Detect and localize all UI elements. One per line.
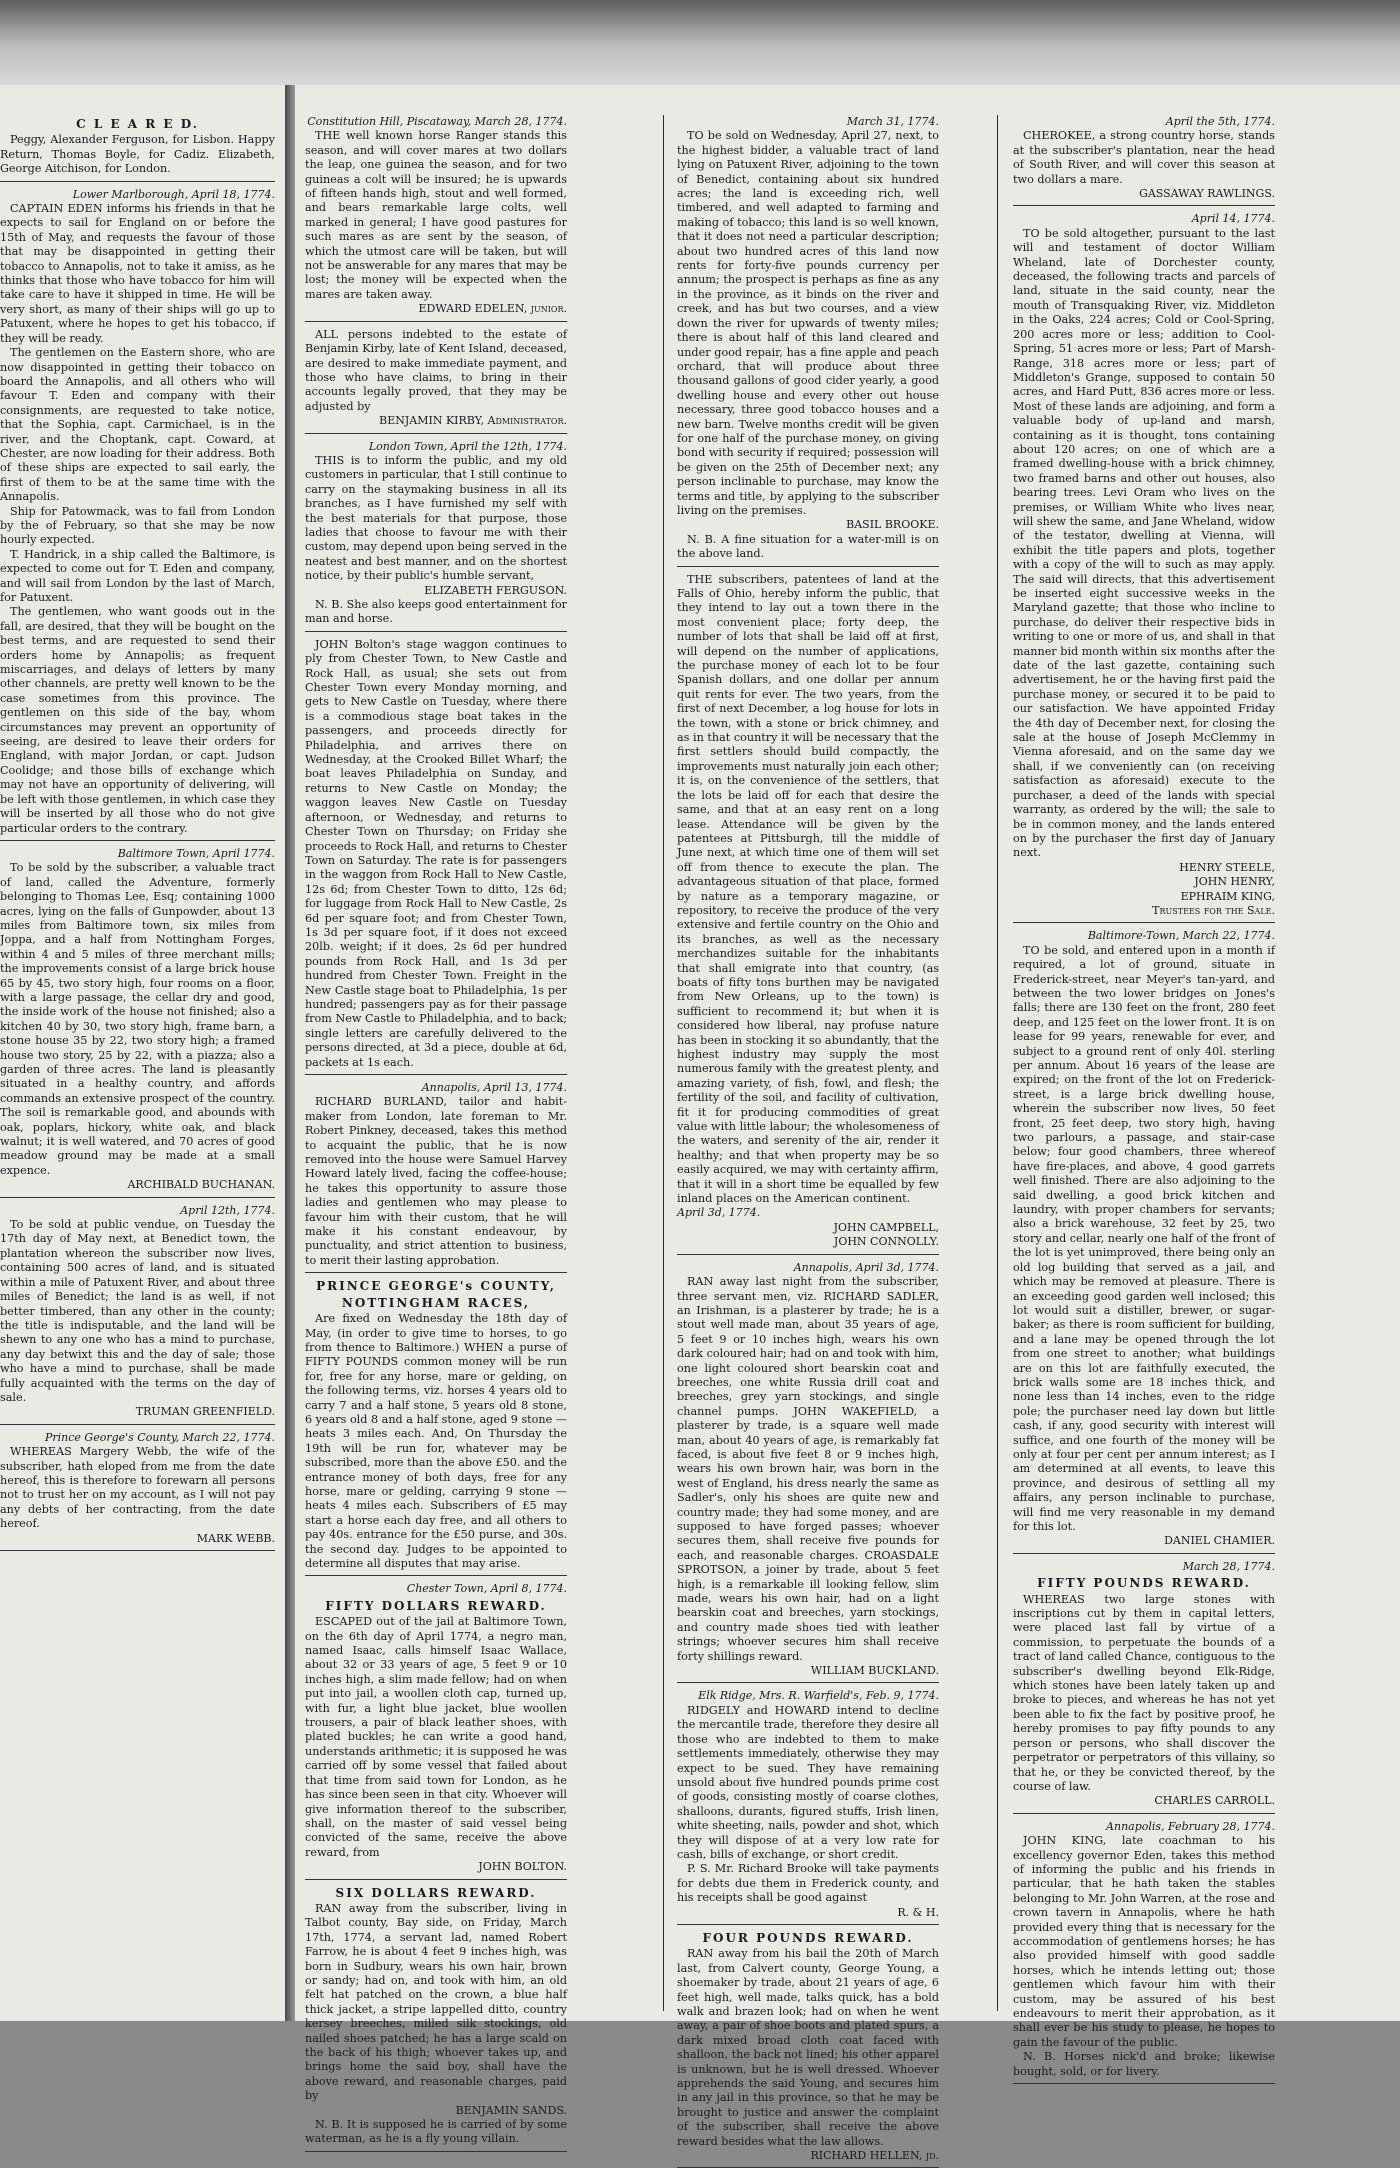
signature: JOHN CONNOLLY. xyxy=(833,1235,939,1249)
column-rule xyxy=(663,115,664,2011)
signature: BENJAMIN SANDS. xyxy=(455,2103,567,2117)
trustees-note: Trustees for the Sale. xyxy=(1152,903,1275,917)
signature: GASSAWAY RAWLINGS. xyxy=(1139,187,1275,201)
advertisement: THE subscribers, patentees of land at the Falls of Ohio, hereby inform the public, that they intend to lay out a town there in the most convenient place; forty deep, the number of lots that shall be laid off at first, will depend on the number of applications, the purchase money of each lot to be four Spanish dollars, and one dollar per annum quit rents for ever. The two years, from the first of next December, a log house for lots in the town, with a stone or brick chimney, and as in that country it will be necessary that the first settlers should build compactly, the improvements must naturally join each other; it is, on the convenience of the settlers, that the lots be laid off for each that desire the same, and that at an easy rent on a long lease. Attendance will be given by the patentees at Pittsburgh, till the middle of June next, at which time one of them will set off from thence to execute the plan. The advantageous situation of that place, formed by nature as a temporary magazine, or repository, to receive the produce of the very extensive and fertile country on the Ohio and its branches, as well as the necessary merchandizes suitable for the inhabitants that shall emigrate into that country, (as boats of fifty tons burthen may be navigated from New Orleans, up to the town) is sufficient to recommend it; but when it is considered how liberal, nay profuse nature has been in stocking it so abundantly, that the highest industry may supply the most numerous family with the greatest plenty, and amazing variety, of fish, fowl, and flesh; the fertility of the soil, and facility of cultivation, fit it for producing commodities of great value with little labour; the wholesomeness of the waters, and serenity of the air, render it healthy; and that when property may be so easily acquired, we may with certainty affirm, that it will in a short time be equalled by few inland places on the American continent. April 3d, 1774. JOHN CAMPBELL, JOHN CONNOLLY. xyxy=(677,573,939,1255)
column-3 xyxy=(1013,115,1276,2078)
advertisement: London Town, April the 12th, 1774. THIS is to inform the public, and my old customers in particular, that I still continue to carry on the staymaking business in all its branches, as I have furnished my self with the best materials for that purpose, those ladies that choose to favour me with their custom, may depend upon being served in the neatest and best manner, and on the shortest notice, by their public's humble servant, ELIZABETH FERGUSON. N. B. She also keeps good entertainment for man and horse. xyxy=(305,440,567,632)
advertisement: PRINCE GEORGE's COUNTY, NOTTINGHAM RACES, Are fixed on Wednesday the 18th day of May, (in order to give time to horses, to go from thence to Baltimore.) WHEN a purse of FIFTY POUNDS common money will be run for, free for any horse, mare or gelding, on the following terms, viz. horses 4 years old to carry 7 and a half stone, 5 years old 8 stone, 6 years old 8 and a half stone, aged 9 stone — heats 3 miles each. And, On Thursday the 19th will be run for, whatever may be subscribed, more than the above £50. and the entrance money of both days, free for any horse, mare or gelding, carrying 9 stone — heats 4 miles each. Subscribers of £5 may start a horse each day free, and all others to pay 40s. entrance for the £50 purse, and 30s. the second day. Judges to be appointed to determine all disputes that may arise. xyxy=(305,1279,567,1576)
left-column xyxy=(0,115,275,2011)
signature: RICHARD HELLEN, jd. xyxy=(810,2149,939,2163)
advertisement: April the 5th, 1774. CHEROKEE, a strong country horse, stands at the subscriber's plantation, near the head of South River, and will cover this season at two dollars a mare. GASSAWAY RAWLINGS. xyxy=(1013,115,1275,206)
advertisement: Annapolis, April 13, 1774. RICHARD BURLAND, tailor and habit-maker from London, late foreman to Mr. Robert Pinkney, deceased, takes this method to acquaint the public, that he is now removed into the house were Samuel Harvey Howard lately lived, facing the coffee-house; he takes this opportunity to assure those ladies and gentlemen who may please to favour him with their custom, that he will make it his constant endeavour, by punctuality, and strict attention to business, to merit their lasting approbation. xyxy=(305,1081,567,1273)
column-1 xyxy=(305,115,567,2146)
advertisement: Chester Town, April 8, 1774. FIFTY DOLLARS REWARD. ESCAPED out of the jail at Baltimore Town, on the 6th day of April 1774, a negro man, named Isaac, calls himself Isaac Wallace, about 32 or 33 years of age, 5 feet 9 or 10 inches high, a slim made fellow; had on when put into jail, a woollen cloth cap, turned up, with fur, a light blue jacket, blue woollen trousers, a pair of black leather shoes, with plated buckles; he can write a good hand, understands arithmetic; it is supposed he was carried off by some vessel that failed about that time from said town for London, as he has since been seen in that city. Whoever will give information thereof to the subscriber, shall, on the master of said vessel being convicted of the same, receive the above reward, from JOHN BOLTON. xyxy=(305,1582,567,1879)
advertisement: Constitution Hill, Piscataway, March 28, 1774. THE well known horse Ranger stands this season, and will cover mares at two dollars the leap, one guinea the season, and for two guineas a colt will be insured; he is upwards of fifteen hands high, stout and well formed, and bears remarkable large colts, well marked in general; I have good pastures for such mares as are sent by the season, of which the utmost care will be taken, but will not be answerable for any mares that may be lost; the money will be expected when the mares are taken away. EDWARD EDELEN, junior. xyxy=(305,115,567,322)
signature: EDWARD EDELEN, junior. xyxy=(418,302,567,316)
advertisement: Annapolis, February 28, 1774. JOHN KING, late coachman to his excellency governor Eden, takes this method of informing the public and his friends in particular, that he hath taken the stables belonging to Mr. John Warren, at the rose and crown tavern in Annapolis, where he hath provided every thing that is necessary for the accommodation of gentlemens horses; he has also provided himself with good saddle horses, which he intends letting out; those gentlemen which favour him with their custom, may be assured of his best endeavours to merit their approbation, as it shall ever be his study to please, he hopes to gain the favour of the public. N. B. Horses nick'd and broke; likewise bought, sold, or for livery. xyxy=(1013,1820,1275,2084)
signature: JOHN BOLTON. xyxy=(478,1860,567,1874)
column-2 xyxy=(677,115,939,2163)
signature: CHARLES CARROLL. xyxy=(1154,1794,1275,1808)
signature: JOHN HENRY, xyxy=(1194,875,1275,889)
signature: BENJAMIN KIRBY, Administrator. xyxy=(379,414,567,428)
advertisement: March 31, 1774. TO be sold on Wednesday, April 27, next, to the highest bidder, a valuable tract of land lying on Patuxent River, adjoining to the town of Benedict, containing about six hundred acres; the land is exceeding rich, well timbered, and well adapted to farming and making of tobacco; this land is so well known, that it does not need a particular description; about two hundred acres of this land now rents for forty-five pounds currency per annum; the prospect is perhaps as fine as any in the province, as it binds on the river and creek, and has but two courses, and a view down the river for upwards of twenty miles; there is about half of this land cleared and under good repair, has a fine apple and peach orchard, that will produce about three thousand gallons of good cider yearly, a good dwelling house and every other out house necessary, three good tobacco houses and a new barn. Twelve months credit will be given for one half of the purchase money, on giving bond with security if required; possession will be given on the 25th of December next; any person inclinable to purchase, may know the terms and title, by applying to the subscriber living on the premises. BASIL BROOKE. N. B. A fine situation for a water-mill is on the above land. xyxy=(677,115,939,567)
advertisement: Annapolis, April 3d, 1774. RAN away last night from the subscriber, three servant men, viz. RICHARD SADLER, an Irishman, is a plasterer by trade; he is a stout well made man, about 35 years of age, 5 feet 9 or 10 inches high, wears his own dark coloured hair; had on and took with him, one light coloured short bearskin coat and breeches, one white Russia drill coat and breeches, grey yarn stockings, and single channel pumps. JOHN WAKEFIELD, a plasterer by trade, is a square well made man, about 40 years of age, is remarkably fat faced, is about five feet 8 or 9 inches high, wears his own brown hair, was born in the west of England, his dress nearly the same as Sadler's, only his shoes are quite new and country made; they had some money, and are supposed to have forged passes; whoever secures them, shall receive five pounds for each, and reasonable charges. CROASDALE SPROTSON, a joiner by trade, about 5 feet high, is a remarkable ill looking fellow, slim made, wears his own hair, had on a light bearskin coat and breeches, yarn stockings, and country made shoes tied with leather strings; whoever secures him shall receive forty shillings reward. WILLIAM BUCKLAND. xyxy=(677,1261,939,1684)
main-page xyxy=(295,85,1400,2163)
signature: HENRY STEELE, xyxy=(1179,860,1275,874)
advertisement: JOHN Bolton's stage waggon continues to ply from Chester Town, to New Castle and Rock Hall, as usual; she sets out from Chester Town every Monday morning, and gets to New Castle on Tuesday, where there is a commodious stage boat takes in the passengers, and proceeds directly for Philadelphia, and arrives there on Wednesday, at the Crooked Billet Wharf; the boat leaves Philadelphia on Sunday, and returns to New Castle on Monday; the waggon leaves New Castle on Tuesday afternoon, or Wednesday, and returns to Chester Town on Thursday; on Friday she proceeds to Rock Hall, and returns to Chester Town on Saturday. The rate is for passengers in the waggon from Rock Hall to New Castle, 12s 6d; from Chester Town to ditto, 12s 6d; for luggage from Rock Hall to New Castle, 2s 6d per square foot; and from Chester Town, 1s 3d per square foot, if it does not exceed 20lb. weight; if it does, 2s 6d per hundred pounds from Rock Hall, and 1s 3d per hundred from Chester Town. Freight in the New Castle stage boat to Philadelphia, 1s per hundred; passengers pay as for their passage from New Castle to Philadelphia, and to back; single letters are carefully delivered to the persons directed, at 3d a piece, double at 6d, packets at 1s each. xyxy=(305,638,567,1075)
column-rule xyxy=(997,115,998,2011)
scanner-background-strip xyxy=(0,0,1400,85)
advertisement: April 14, 1774. TO be sold altogether, pursuant to the last will and testament of doctor William Wheland, late of Dorchester county, deceased, the following tracts and parcels of land, situate in the said county, near the mouth of Transquaking River, viz. Middleton in the Oaks, 224 acres; Cold or Cool-Spring, 200 acres more or less; addition to Cool-Spring, 51 acres more or less; Part of Marsh-Range, 318 acres more or less; part of Middleton's Grange, supposed to contain 50 acres, and Hard Putt, 836 acres more or less. Most of these lands are adjoining, and form a valuable body of up-land and marsh, containing as it is thought, tons containing about 120 acres; on one of which are a framed dwelling-house with a brick chimney, two framed barns and other out houses, also bearing trees. Levi Oram who lives on the premises, or William White who lives near, will shew the same, and Jane Wheland, widow of the testator, dwelling at Vienna, will exhibit the title papers and plots, together with a copy of the will to such as may apply. The said will directs, that this advertisement be inserted eight successive weeks in the Maryland gazette; that those who incline to purchase, do deliver their respective bids in writing to one or more of us, and shall in that manner bid month within six months after the date of the last gazette, containing such advertisement, he or the having first paid the purchase money, or secured it to be paid to our satisfaction. We have appointed Friday the 4th day of December next, for closing the sale at the house of Joseph McClemmy in Vienna aforesaid, and on the same day we shall, if we conveniently can (on receiving satisfaction as aforesaid) execute to the purchaser, a deed of the lands with special warranty, as ordered by the will; the sale to be in common money, and the lands entered on by the purchaser the first day of January next. HENRY STEELE, JOHN HENRY, EPHRAIM KING, Trustees for the Sale. xyxy=(1013,212,1275,923)
advertisement: SIX DOLLARS REWARD. RAN away from the subscriber, living in Talbot county, Bay side, on Friday, March 17th, 1774, a servant lad, named Robert Farrow, he is about 4 feet 9 inches high, was born in Sudbury, wears his own hair, brown or sandy; had on, and took with him, an old felt hat patched on the crown, a blue half thick jacket, a stripe lappelled ditto, country kersey breeches, milled silk stockings, old nailed shoes patched; he has a large scald on the back of his thigh; whoever takes up, and brings home the said boy, shall have the above reward, and reasonable charges, paid by BENJAMIN SANDS. N. B. It is supposed he is carried of by some waterman, as he is a fly young villain. xyxy=(305,1886,567,2152)
signature: JOHN CAMPBELL, xyxy=(833,1220,939,1234)
signature: TRUMAN GREENFIELD. xyxy=(135,1405,275,1419)
advertisement: ALL persons indebted to the estate of Benjamin Kirby, late of Kent Island, deceased, are desired to make immediate payment, and those who have claims, to bring in their accounts legally proved, that they may be adjusted by BENJAMIN KIRBY, Administrator. xyxy=(305,328,567,434)
advertisement: Prince George's County, March 22, 1774. WHEREAS Margery Webb, the wife of the subscriber, hath eloped from me from the date hereof, this is therefore to forewarn all persons not to trust her on my account, as I will not pay any debts of her contracting, from the date hereof. MARK WEBB. xyxy=(0,1431,275,1551)
advertisement: April 12th, 1774. To be sold at public vendue, on Tuesday the 17th day of May next, at Benedict town, the plantation whereon the subscriber now lives, containing 500 acres of land, and is situated within a mile of Patuxent River, and about three miles of Benedict; the land is as well, if not better timbered, than any other in the county; the title is indisputable, and the land will be shewn to any one who has a mind to purchase, any day betwixt this and the day of sale; those who have a mind to purchase, shall be made fully acquainted with the terms on the day of sale. TRUMAN GREENFIELD. xyxy=(0,1204,275,1425)
cleared-list: Peggy, Alexander Ferguson, for Lisbon. Happy Return, Thomas Boyle, for Cadiz. Elizabeth, George Aitchison, for London. xyxy=(0,133,275,181)
advertisement: Baltimore-Town, March 22, 1774. TO be sold, and entered upon in a month if required, a lot of ground, situate in Frederick-street, near Meyer's tan-yard, and between the two lower bridges on Jones's falls; there are 130 feet on the front, 280 feet deep, and 125 feet on the lower front. It is on lease for 99 years, renewable for ever, and subject to a ground rent of only 40l. sterling per annum. About 16 years of the lease are expired; on the front of the lot on Frederick-street, is a large brick dwelling house, wherein the subscriber now lives, 50 feet front, 25 feet deep, two story high, having two parlours, a passage, and stair-case below; four good chambers, three whereof have fire-places, and above, 4 good garrets well finished. There are also adjoining to the said dwelling, a good brick kitchen and laundry, with proper chambers for servants; also a brick warehouse, 32 feet by 25, two story and cellar, nearly one half of the front of the lot is yet unimproved, there being only an old log building that served as a jail, and which may be removed at pleasure. There is an exceeding good garden well inclosed; this lot would suit a distiller, brewer, or sugar-baker; as there is room sufficient for building, and a lane may be opened through the lot from one street to another; what buildings are on this lot are faithfully executed, the brick walls some are 18 inches thick, and none less than 14 inches, even to the ridge pole; the purchaser need lay down but little cash, if any, good security with interest will suffice, and one fourth of the money will be only at four per cent per annum interest; as I am determined at all events, to leave this province, and desirous of settling all my affairs, any person inclinable to purchase, will find me very reasonable in my demand for this lot. DANIEL CHAMIER. xyxy=(1013,929,1275,1553)
advertisement: March 28, 1774. FIFTY POUNDS REWARD. WHEREAS two large stones with inscriptions cut by them in capital letters, were placed last fall by virtue of a commission, to perpetuate the bounds of a tract of land called Chance, contiguous to the subscriber's dwelling beyond Elk-Ridge, which stones have been lately taken up and broke to pieces, and whereas he has not yet been able to fix the fact by positive proof, he hereby promises to pay fifty pounds to any person or persons, who shall discover the perpetrator or perpetrators of this villainy, so that he, or they be convicted thereof, by the course of law. CHARLES CARROLL. xyxy=(1013,1560,1275,1814)
advertisement: Lower Marlborough, April 18, 1774. CAPTAIN EDEN informs his friends in that he expects to sail for England on or before the 15th of May, and requests the favour of those that may be disappointed in getting their tobacco to Annapolis, not to take it amiss, as he thinks that those who have tobacco for him will take care to have it shipped in time. He will be very short, as many of their ships will go up to Patuxent, where he hopes to get his tobacco, if they will be ready. The gentlemen on the Eastern shore, who are now disappointed in getting their tobacco on board the Annapolis, and all others who will favour T. Eden and company with their consignments, are requested to take notice, that the Sophia, capt. Carmichael, is in the river, and the Choptank, capt. Coward, at Chester, are now loading for their address. Both of these ships are expected to sail early, the first of them to be at the same time with the Annapolis. Ship for Patowmack, was to fail from London by the of February, so that she may be now hourly expected. T. Handrick, in a ship called the Baltimore, is expected to come out for T. Eden and company, and will sail from London by the last of March, for Patuxent. The gentlemen, who want goods out in the fall, are desired, that they will be bought on the best terms, and are requested to send their orders home by Annapolis; as frequent miscarriages, and delays of letters by many other channels, are pretty well known to be the case sometimes from this province. The gentlemen on this side of the bay, whom circumstances may prevent an opportunity of seeing, are desired to leave their orders for England, with major Jordan, or capt. Judson Coolidge; and those bills of exchange which may not have an opportunity of delivering, will be left with those gentlemen, in which case they will be inserted by all those who do not give particular orders to the contrary. xyxy=(0,188,275,841)
signature: WILLIAM BUCKLAND. xyxy=(810,1664,939,1678)
left-page-fragment xyxy=(0,85,285,2021)
cleared-heading: C L E A R E D. xyxy=(76,117,199,131)
signature: ELIZABETH FERGUSON. xyxy=(424,583,567,597)
signature: EPHRAIM KING, xyxy=(1180,889,1275,903)
signature: MARK WEBB. xyxy=(196,1531,275,1545)
page-gutter xyxy=(285,85,295,2021)
advertisement: Elk Ridge, Mrs. R. Warfield's, Feb. 9, 1774. RIDGELY and HOWARD intend to decline the mercantile trade, therefore they desire all those who are indebted to them to make settlements immediately, otherwise they may expect to be sued. They have remaining unsold about five hundred pounds prime cost of goods, consisting mostly of coarse clothes, shalloons, durants, figured stuffs, Irish linen, white sheeting, nails, powder and shot, which they will dispose of at a very low rate for cash, bills of exchange, or short credit. P. S. Mr. Richard Brooke will take payments for debts due them in Frederick county, and his receipts shall be good against R. & H. xyxy=(677,1689,939,1925)
signature: DANIEL CHAMIER. xyxy=(1164,1534,1275,1548)
signature: ARCHIBALD BUCHANAN. xyxy=(127,1178,275,1192)
advertisement: Baltimore Town, April 1774. To be sold by the subscriber, a valuable tract of land, called the Adventure, formerly belonging to Thomas Lee, Esq; containing 1000 acres, lying on the falls of Gunpowder, about 13 miles from Baltimore town, six miles from Joppa, and a half from Nottingham Forges, within 4 and 5 miles of three merchant mills; the improvements consist of a large brick house 65 by 45, two story high, four rooms on a floor, with a large passage, the cellar dry and good, the inside work of the house not finished; also a kitchen 40 by 30, two story high, frame barn, a stone house 35 by 22, two story high; a framed house two story, 25 by 22, with a piazza; also a garden of three acres. The land is pleasantly situated in a healthy country, and affords commands an extensive prospect of the country. The soil is remarkable good, and abounds with oak, poplars, hickory, white oak, and black walnut; it is well watered, and 70 acres of good meadow ground may be made at a small expence. ARCHIBALD BUCHANAN. xyxy=(0,847,275,1198)
advertisement: FOUR POUNDS REWARD. RAN away from his bail the 20th of March last, from Calvert county, George Young, a shoemaker by trade, about 21 years of age, 6 feet high, well made, talks quick, has a bold walk and brazen look; had on when he went away, a pair of shoe boots and plated spurs, a dark mixed broad cloth coat faced with shalloon, the back not lined; his other apparel is unknown, but he is well dressed. Whoever apprehends the said Young, and secures him in any jail in this province, so that he may be brought to justice and answer the complaint of the subscriber, shall receive the above reward besides what the law allows. RICHARD HELLEN, jd. xyxy=(677,1931,939,2168)
signature: R. & H. xyxy=(897,1905,939,1919)
signature: BASIL BROOKE. xyxy=(846,518,939,532)
